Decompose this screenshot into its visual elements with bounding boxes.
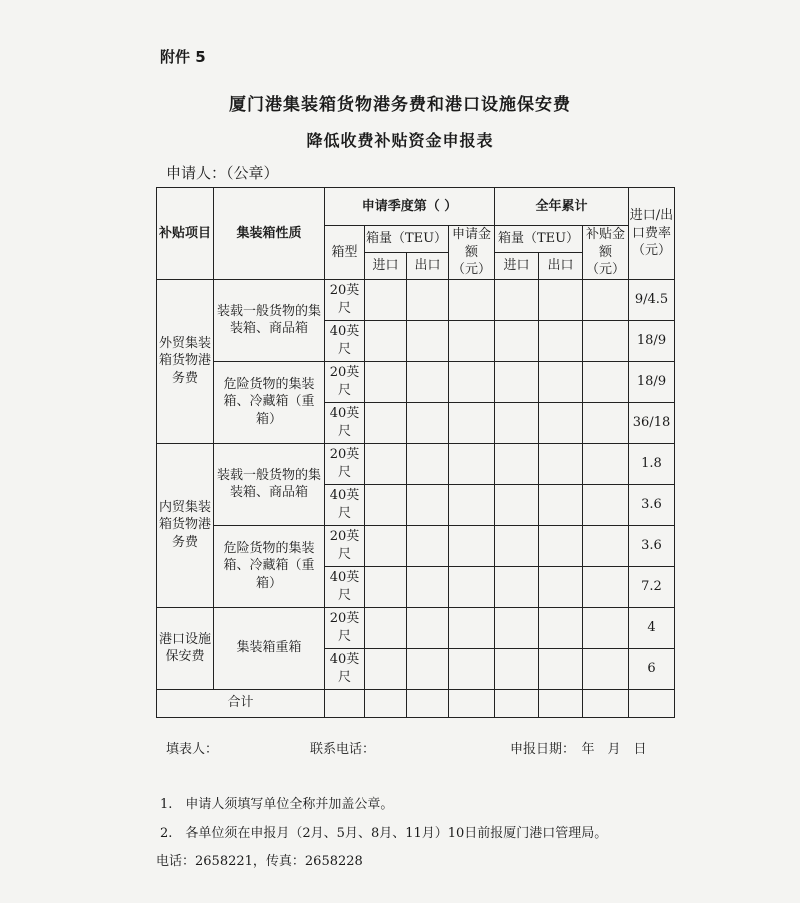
entry-cell[interactable] [407, 566, 449, 607]
header-export-year: 出口 [539, 252, 583, 279]
entry-cell[interactable] [407, 648, 449, 689]
entry-cell[interactable] [539, 320, 583, 361]
entry-cell[interactable] [539, 648, 583, 689]
table-row [157, 607, 675, 648]
total-label: 合计 [157, 689, 325, 717]
header-full-year: 全年累计 [495, 188, 629, 226]
rate-cell: 18/9 [629, 320, 675, 361]
entry-cell[interactable] [583, 484, 629, 525]
entry-cell[interactable] [495, 566, 539, 607]
rate-cell: 6 [629, 648, 675, 689]
box-size-cell: 20英尺 [325, 607, 365, 648]
phone-label: 联系电话： [310, 742, 376, 757]
total-entry-cell[interactable] [407, 689, 449, 717]
rate-cell: 9/4.5 [629, 279, 675, 320]
box-size-cell: 40英尺 [325, 566, 365, 607]
total-entry-cell[interactable] [539, 689, 583, 717]
box-size-cell: 40英尺 [325, 320, 365, 361]
contact-info: 电话：2658221，传真：2658228 [156, 854, 363, 869]
entry-cell[interactable] [407, 484, 449, 525]
header-apply-amount: 申请金额（元） [449, 226, 495, 280]
header-subsidy-amount: 补贴金额（元） [583, 226, 629, 280]
entry-cell[interactable] [495, 320, 539, 361]
entry-cell[interactable] [365, 648, 407, 689]
entry-cell[interactable] [365, 402, 407, 443]
report-date-label: 申报日期： 年 月 日 [510, 742, 647, 757]
box-size-cell: 40英尺 [325, 484, 365, 525]
entry-cell[interactable] [583, 320, 629, 361]
form-subtitle: 降低收费补贴资金申报表 [306, 131, 494, 150]
entry-cell[interactable] [539, 484, 583, 525]
applicant-label: 申请人：（公章） [166, 164, 279, 182]
box-size-cell: 40英尺 [325, 402, 365, 443]
note-1: 1. 申请人须填写单位全称并加盖公章。 [160, 797, 394, 812]
entry-cell[interactable] [407, 402, 449, 443]
entry-cell[interactable] [365, 279, 407, 320]
entry-cell[interactable] [495, 443, 539, 484]
entry-cell[interactable] [449, 566, 495, 607]
entry-cell[interactable] [539, 525, 583, 566]
subsidy-table [156, 187, 675, 718]
entry-cell[interactable] [495, 525, 539, 566]
entry-cell[interactable] [539, 566, 583, 607]
entry-cell[interactable] [449, 607, 495, 648]
rate-cell: 7.2 [629, 566, 675, 607]
entry-cell[interactable] [495, 279, 539, 320]
box-size-cell: 40英尺 [325, 648, 365, 689]
entry-cell[interactable] [407, 525, 449, 566]
filler-label: 填表人： [166, 742, 219, 757]
table-row [157, 525, 675, 566]
entry-cell[interactable] [583, 607, 629, 648]
entry-cell[interactable] [449, 402, 495, 443]
header-subsidy-item: 补贴项目 [157, 188, 214, 280]
entry-cell[interactable] [365, 525, 407, 566]
entry-cell[interactable] [407, 443, 449, 484]
total-entry-cell[interactable] [325, 689, 365, 717]
subsidy-item-cell: 港口设施保安费 [157, 607, 214, 689]
subsidy-item-cell: 外贸集装箱货物港务费 [157, 279, 214, 443]
header-import-year: 进口 [495, 252, 539, 279]
container-nature-cell: 集装箱重箱 [214, 607, 325, 689]
entry-cell[interactable] [449, 648, 495, 689]
entry-cell[interactable] [495, 648, 539, 689]
entry-cell[interactable] [495, 484, 539, 525]
header-box-qty: 箱量（TEU） [365, 226, 449, 253]
header-rate: 进口/出口费率（元） [629, 188, 675, 280]
entry-cell[interactable] [583, 525, 629, 566]
box-size-cell: 20英尺 [325, 525, 365, 566]
rate-cell: 18/9 [629, 361, 675, 402]
entry-cell[interactable] [449, 361, 495, 402]
header-quarter-apply: 申请季度第（ ） [325, 188, 495, 226]
entry-cell[interactable] [539, 607, 583, 648]
subsidy-item-cell: 内贸集装箱货物港务费 [157, 443, 214, 607]
box-size-cell: 20英尺 [325, 443, 365, 484]
entry-cell[interactable] [365, 361, 407, 402]
entry-cell[interactable] [365, 566, 407, 607]
rate-cell: 1.8 [629, 443, 675, 484]
total-entry-cell[interactable] [449, 689, 495, 717]
entry-cell[interactable] [407, 361, 449, 402]
entry-cell[interactable] [539, 443, 583, 484]
entry-cell[interactable] [407, 320, 449, 361]
entry-cell[interactable] [449, 279, 495, 320]
entry-cell[interactable] [365, 607, 407, 648]
entry-cell[interactable] [583, 402, 629, 443]
entry-cell[interactable] [449, 484, 495, 525]
table-row [157, 279, 675, 320]
attachment-label: 附件 5 [160, 48, 206, 66]
entry-cell[interactable] [407, 279, 449, 320]
entry-cell[interactable] [583, 443, 629, 484]
rate-cell: 36/18 [629, 402, 675, 443]
total-row [157, 689, 675, 717]
entry-cell[interactable] [583, 279, 629, 320]
entry-cell[interactable] [583, 648, 629, 689]
container-nature-cell: 危险货物的集装箱、冷藏箱（重箱） [214, 361, 325, 443]
form-title: 厦门港集装箱货物港务费和港口设施保安费 [229, 95, 571, 115]
header-box-type: 箱型 [325, 226, 365, 280]
entry-cell[interactable] [449, 320, 495, 361]
total-entry-cell[interactable] [583, 689, 629, 717]
entry-cell[interactable] [583, 361, 629, 402]
header-box-qty-year: 箱量（TEU） [495, 226, 583, 253]
container-nature-cell: 装载一般货物的集装箱、商品箱 [214, 443, 325, 525]
total-entry-cell[interactable] [629, 689, 675, 717]
entry-cell[interactable] [365, 484, 407, 525]
total-entry-cell[interactable] [495, 689, 539, 717]
entry-cell[interactable] [495, 361, 539, 402]
table-row [157, 443, 675, 484]
entry-cell[interactable] [449, 443, 495, 484]
header-container-nature: 集装箱性质 [214, 188, 325, 280]
entry-cell[interactable] [365, 320, 407, 361]
container-nature-cell: 危险货物的集装箱、冷藏箱（重箱） [214, 525, 325, 607]
rate-cell: 3.6 [629, 525, 675, 566]
entry-cell[interactable] [539, 361, 583, 402]
note-2: 2. 各单位须在申报月（2月、5月、8月、11月）10日前报厦门港口管理局。 [160, 826, 608, 841]
entry-cell[interactable] [495, 607, 539, 648]
header-import: 进口 [365, 252, 407, 279]
rate-cell: 3.6 [629, 484, 675, 525]
rate-cell: 4 [629, 607, 675, 648]
entry-cell[interactable] [539, 279, 583, 320]
entry-cell[interactable] [583, 566, 629, 607]
entry-cell[interactable] [539, 402, 583, 443]
entry-cell[interactable] [449, 525, 495, 566]
table-row [157, 361, 675, 402]
box-size-cell: 20英尺 [325, 361, 365, 402]
total-entry-cell[interactable] [365, 689, 407, 717]
entry-cell[interactable] [407, 607, 449, 648]
entry-cell[interactable] [495, 402, 539, 443]
header-export: 出口 [407, 252, 449, 279]
entry-cell[interactable] [365, 443, 407, 484]
container-nature-cell: 装载一般货物的集装箱、商品箱 [214, 279, 325, 361]
box-size-cell: 20英尺 [325, 279, 365, 320]
